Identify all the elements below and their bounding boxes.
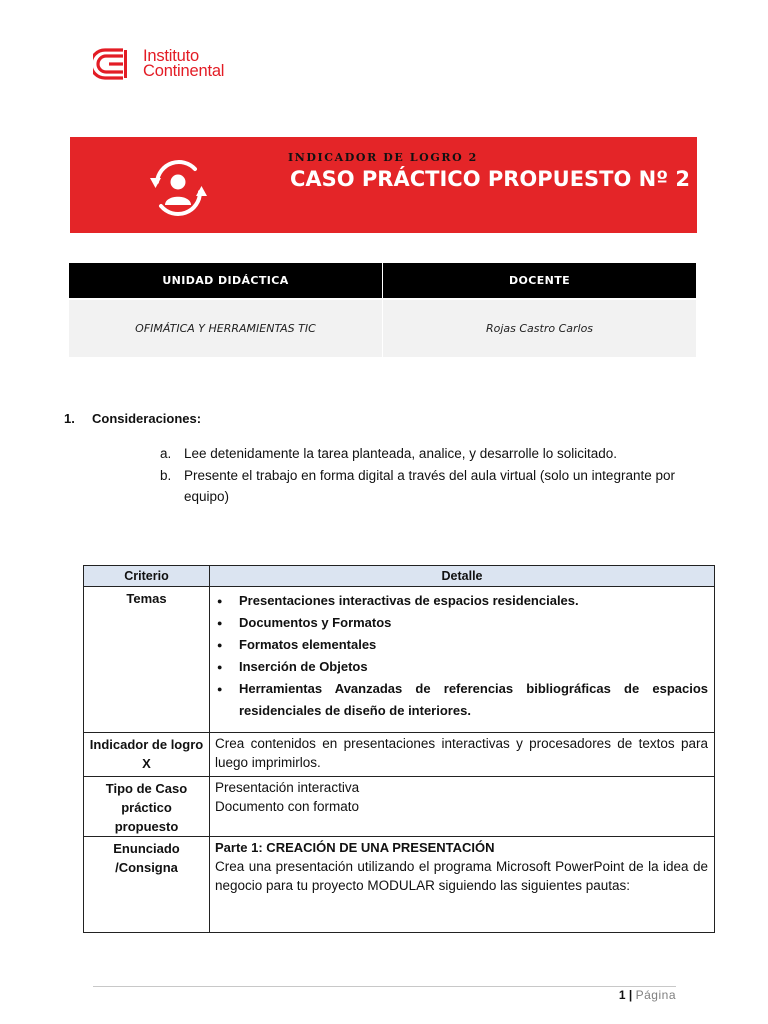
footer-divider: [93, 986, 676, 987]
row-detail: [210, 837, 715, 933]
docente-value: Rojas Castro Carlos: [383, 299, 697, 357]
row-detail: [210, 777, 715, 837]
bullet-icon: ●: [217, 640, 223, 650]
temas-list: [215, 588, 708, 728]
footer-separator: |: [628, 988, 633, 1002]
table-row: [84, 733, 715, 777]
continental-logo-icon: [93, 46, 137, 82]
row-label: Temas: [84, 587, 210, 733]
list-item: ● Presentaciones interactivas de espacios residenciales.: [215, 590, 708, 612]
logo-wordmark: [143, 49, 224, 79]
header-docente: DOCENTE: [383, 263, 697, 299]
section-title: Consideraciones:: [92, 411, 202, 426]
bullet-icon: ●: [217, 596, 223, 606]
list-item: ● Formatos elementales: [215, 634, 708, 656]
tipo-line: Documento con formato: [215, 799, 360, 814]
header-criterio: Criterio: [84, 566, 210, 587]
item-text: Lee detenidamente la tarea planteada, analice, y desarrolle lo solicitado.: [184, 446, 618, 461]
logo-line-2: Continental: [143, 62, 225, 80]
tipo-line: Presentación interactiva: [215, 780, 360, 795]
list-item: ● Inserción de Objetos: [215, 656, 708, 678]
criteria-table: [83, 565, 715, 933]
page-number: 1: [618, 988, 626, 1002]
course-info-table: [69, 263, 696, 357]
row-label: Tipo de Caso práctico propuesto: [84, 777, 210, 837]
bullet-icon: ●: [217, 618, 223, 628]
item-letter: a.: [160, 446, 172, 461]
indicador-label: INDICADOR DE LOGRO 2: [288, 151, 478, 164]
user-sync-icon: [147, 156, 209, 218]
list-item: [160, 443, 675, 465]
list-item: ● Documentos y Formatos: [215, 612, 708, 634]
unidad-value: OFIMÁTICA Y HERRAMIENTAS TIC: [69, 299, 383, 357]
item-letter: b.: [160, 467, 172, 483]
table-row: [84, 777, 715, 837]
section-number: 1.: [64, 411, 75, 426]
parte-heading: Parte 1: CREACIÓN DE UNA PRESENTACIÓN: [215, 840, 495, 855]
header-banner: [70, 137, 697, 233]
bullet-icon: ●: [217, 684, 223, 694]
page-word: Página: [635, 988, 676, 1002]
bullet-icon: ●: [217, 662, 223, 672]
temas-cell: [210, 587, 715, 733]
institute-logo: [93, 44, 224, 84]
row-label: Enunciado /Consigna: [84, 837, 210, 933]
header-unidad: UNIDAD DIDÁCTICA: [69, 263, 383, 299]
section-heading: [64, 411, 201, 426]
list-item: ● Herramientas Avanzadas de referencias bibliográficas de espacios residenciales de diseño de interiores.: [215, 678, 708, 722]
page-footer: [619, 988, 676, 1002]
row-label: Indicador de logro X: [84, 733, 210, 777]
table-row: [84, 587, 715, 733]
enunciado-text: Crea una presentación utilizando el programa Microsoft PowerPoint de la idea de negocio para tu proyecto MODULAR siguiendo las siguientes pautas:: [215, 859, 708, 893]
table-row: [84, 837, 715, 933]
logo-line-1: Instituto: [143, 47, 199, 65]
considerations-list: [160, 443, 675, 508]
row-detail: Crea contenidos en presentaciones interactivas y procesadores de textos para luego imprimirlos.: [210, 733, 715, 777]
item-text: Presente el trabajo en forma digital a través del aula virtual (solo un integrante por equipo): [184, 467, 675, 504]
document-title: CASO PRÁCTICO PROPUESTO Nº 2: [289, 167, 691, 191]
list-item: [160, 465, 675, 508]
header-detalle: Detalle: [210, 566, 715, 587]
